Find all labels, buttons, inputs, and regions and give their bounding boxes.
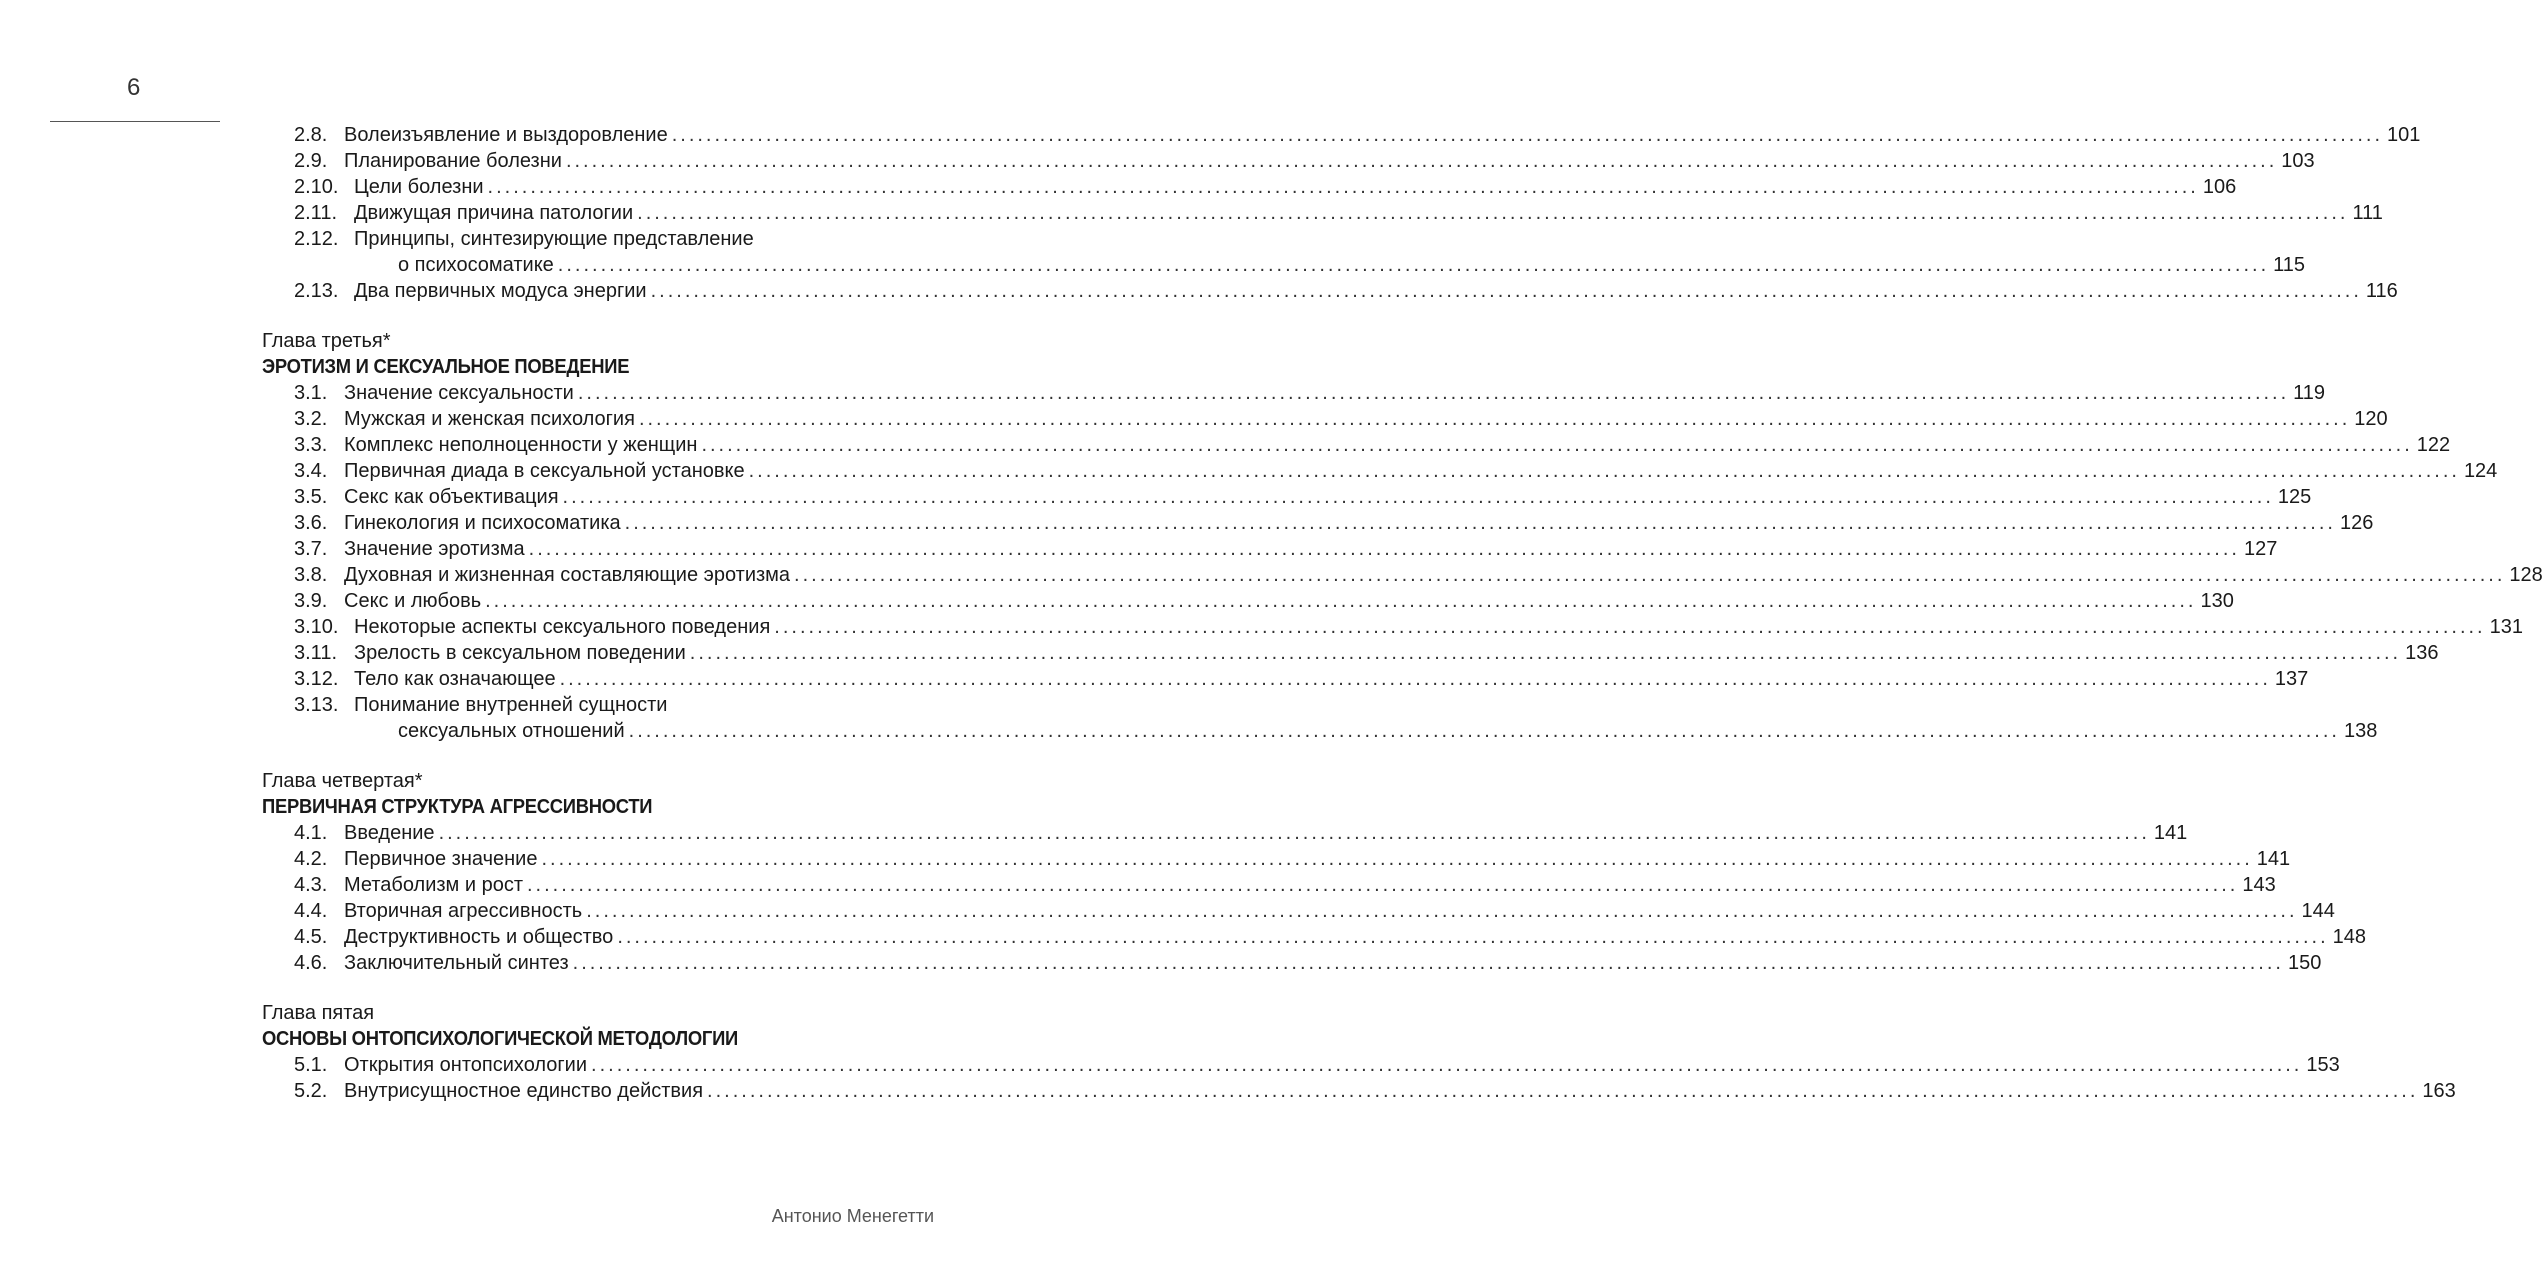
toc-entry-number: 3.1.: [294, 382, 328, 404]
toc-entry-page: 126: [2339, 512, 2374, 534]
toc-entry[interactable]: [262, 692, 2378, 744]
toc-entry[interactable]: [262, 898, 2335, 924]
toc-entry-title: о психосоматике: [398, 254, 554, 276]
dot-leader: ........................................................................................................................................................................................................: [485, 590, 2197, 612]
dot-leader: ........................................................................................................................................................................................................: [559, 668, 2271, 690]
toc-entry-number: 4.6.: [294, 952, 328, 974]
toc-entry-title: Гинекология и психосоматика: [344, 512, 621, 534]
toc-entry[interactable]: [262, 846, 2291, 872]
toc-entry-title: Духовная и жизненная составляющие эротизма: [344, 564, 791, 586]
toc-entry-title: Планирование болезни: [344, 150, 562, 172]
toc-entry-title: Мужская и женская психология: [344, 408, 635, 430]
toc-entry-title: Деструктивность и общество: [344, 926, 614, 948]
toc-entry-number: 4.2.: [294, 848, 328, 870]
dot-leader: ........................................................................................................................................................................................................: [701, 434, 2413, 456]
toc-entry-number: 2.12.: [294, 228, 339, 250]
toc-entry[interactable]: [262, 872, 2276, 898]
toc-entry-title-first-line: Принципы, синтезирующие представление: [354, 228, 754, 250]
toc-entry-title: Значение сексуальности: [344, 382, 574, 404]
toc-entry-page: 144: [2301, 900, 2335, 922]
toc-entry-number: 2.10.: [294, 176, 339, 198]
toc-entry-number: 3.11.: [294, 642, 337, 664]
toc-entry-page: 103: [2281, 150, 2315, 172]
chapter-label: Глава пятая: [262, 1002, 375, 1024]
chapter-title: ПЕРВИЧНАЯ СТРУКТУРА АГРЕССИВНОСТИ: [262, 796, 653, 818]
toc-entry[interactable]: [262, 484, 2312, 510]
footer-author: Антонио Менегетти: [771, 1206, 934, 1226]
toc-entry-page: 101: [2387, 124, 2421, 146]
toc-entry-page: 130: [2200, 590, 2234, 612]
toc-entry-number: 3.7.: [294, 538, 328, 560]
toc-entry[interactable]: [262, 278, 2398, 304]
toc-entry-title: Введение: [344, 822, 435, 844]
toc-entry-number: 5.2.: [294, 1080, 328, 1102]
toc-entry-page: 150: [2287, 952, 2322, 974]
toc-entry-number: 3.13.: [294, 694, 339, 716]
toc-entry-page: 138: [2343, 720, 2378, 742]
toc-entry-number: 3.3.: [294, 434, 328, 456]
toc-entry-page: 153: [2306, 1054, 2340, 1076]
toc-entry-page: 141: [2153, 822, 2188, 844]
toc-entry[interactable]: [262, 406, 2388, 432]
toc-entry-number: 4.1.: [294, 822, 328, 844]
toc-entry-number: 3.12.: [294, 668, 339, 690]
toc-entry-title: Вторичная агрессивность: [344, 900, 583, 922]
toc-entry-title: Открытия онтопсихологии: [344, 1054, 588, 1076]
toc-entry-title-first-line: Понимание внутренней сущности: [354, 694, 668, 716]
toc-entry-number: 4.3.: [294, 874, 328, 896]
toc-entry-page: 136: [2405, 642, 2439, 664]
toc-entry[interactable]: [262, 1052, 2340, 1078]
toc-entry[interactable]: [262, 1078, 2456, 1104]
toc-entry-title: Секс как объективация: [344, 486, 559, 508]
toc-entry-number: 3.2.: [294, 408, 328, 430]
toc-entry-title: Первичное значение: [344, 848, 538, 870]
toc-entry-title: Зрелость в сексуальном поведении: [354, 642, 686, 664]
toc-entry-title: Значение эротизма: [344, 538, 525, 560]
toc-entry-number: 4.5.: [294, 926, 328, 948]
toc-entry-title: Тело как означающее: [354, 668, 556, 690]
toc-entry-page: 131: [2489, 616, 2523, 638]
dot-leader: ........................................................................................................................................................................................................: [671, 124, 2384, 146]
toc-entry-title: Цели болезни: [354, 176, 484, 198]
dot-leader: ........................................................................................................................................................................................................: [650, 280, 2362, 302]
table-of-contents: [262, 122, 2543, 1104]
toc-entry-number: 5.1.: [294, 1054, 328, 1076]
toc-entry[interactable]: [262, 432, 2451, 458]
dot-leader: ........................................................................................................................................................................................................: [617, 926, 2329, 948]
toc-entry[interactable]: [262, 562, 2543, 588]
dot-leader: ........................................................................................................................................................................................................: [794, 564, 2506, 586]
dot-leader: ........................................................................................................................................................................................................: [565, 150, 2278, 172]
dot-leader: ........................................................................................................................................................................................................: [438, 822, 2150, 844]
toc-entry-number: 2.8.: [294, 124, 328, 146]
chapter-title: ЭРОТИЗМ И СЕКСУАЛЬНОЕ ПОВЕДЕНИЕ: [262, 356, 630, 378]
toc-entry[interactable]: [262, 950, 2322, 976]
toc-entry-page: 125: [2277, 486, 2312, 508]
toc-entry[interactable]: [262, 148, 2315, 174]
toc-entry-number: 3.5.: [294, 486, 328, 508]
dot-leader: ........................................................................................................................................................................................................: [637, 202, 2349, 224]
toc-entry-page: 106: [2202, 176, 2237, 198]
toc-entry[interactable]: [262, 174, 2237, 200]
dot-leader: ........................................................................................................................................................................................................: [624, 512, 2336, 534]
toc-entry[interactable]: [262, 536, 2278, 562]
toc-entry-page: 124: [2463, 460, 2498, 482]
toc-entry-page: 128: [2509, 564, 2543, 586]
dot-leader: ........................................................................................................................................................................................................: [591, 1054, 2303, 1076]
dot-leader: ........................................................................................................................................................................................................: [586, 900, 2298, 922]
toc-entry-title: Волеизъявление и выздоровление: [344, 124, 668, 146]
toc-entry-number: 2.11.: [294, 202, 337, 224]
dot-leader: ........................................................................................................................................................................................................: [628, 720, 2340, 742]
toc-entry-number: 2.9.: [294, 150, 328, 172]
toc-entry-number: 3.8.: [294, 564, 328, 586]
page-number-rule: [50, 121, 220, 122]
dot-leader: ........................................................................................................................................................................................................: [689, 642, 2402, 664]
toc-entry-number: 3.4.: [294, 460, 328, 482]
chapter-title: ОСНОВЫ ОНТОПСИХОЛОГИЧЕСКОЙ МЕТОДОЛОГИИ: [262, 1028, 738, 1050]
toc-entry-page: 137: [2274, 668, 2309, 690]
toc-entry[interactable]: [262, 380, 2326, 406]
dot-leader: ........................................................................................................................................................................................................: [527, 874, 2239, 896]
toc-entry-page: 148: [2332, 926, 2367, 948]
toc-entry-number: 3.9.: [294, 590, 328, 612]
chapter-label: Глава четвертая*: [262, 770, 423, 792]
toc-entry-title: Секс и любовь: [344, 590, 482, 612]
toc-entry-title: Заключительный синтез: [344, 952, 569, 974]
toc-entry-number: 4.4.: [294, 900, 328, 922]
dot-leader: ........................................................................................................................................................................................................: [528, 538, 2240, 560]
dot-leader: ........................................................................................................................................................................................................: [557, 254, 2270, 276]
toc-entry-title: Первичная диада в сексуальной установке: [344, 460, 745, 482]
toc-entry-page: 119: [2293, 382, 2326, 404]
toc-entry[interactable]: [262, 820, 2188, 846]
toc-entry[interactable]: [262, 200, 2383, 226]
toc-entry-title: Движущая причина патологии: [354, 202, 634, 224]
toc-entry-title: Некоторые аспекты сексуального поведения: [354, 616, 771, 638]
toc-entry[interactable]: [262, 614, 2523, 640]
toc-entry[interactable]: [262, 458, 2498, 484]
dot-leader: ........................................................................................................................................................................................................: [562, 486, 2274, 508]
toc-entry[interactable]: [262, 924, 2367, 950]
chapter-label: Глава третья*: [262, 330, 391, 352]
toc-entry-number: 3.10.: [294, 616, 339, 638]
toc-entry-page: 143: [2242, 874, 2276, 896]
toc-entry-page: 116: [2365, 280, 2398, 302]
toc-entry[interactable]: [262, 510, 2374, 536]
page-number: 6: [127, 74, 141, 101]
toc-entry-number: 2.13.: [294, 280, 339, 302]
toc-entry[interactable]: [262, 640, 2439, 666]
toc-entry-page: 120: [2354, 408, 2388, 430]
toc-entry-number: 3.6.: [294, 512, 328, 534]
toc-entry-title: Метаболизм и рост: [344, 874, 523, 896]
toc-entry[interactable]: [262, 122, 2421, 148]
toc-entry-page: 115: [2273, 254, 2306, 276]
dot-leader: ........................................................................................................................................................................................................: [572, 952, 2284, 974]
toc-entry-title: Два первичных модуса энергии: [354, 280, 647, 302]
dot-leader: ........................................................................................................................................................................................................: [638, 408, 2351, 430]
toc-entry-title: сексуальных отношений: [398, 720, 625, 742]
dot-leader: ........................................................................................................................................................................................................: [748, 460, 2460, 482]
dot-leader: ........................................................................................................................................................................................................: [774, 616, 2486, 638]
toc-entry-page: 141: [2256, 848, 2291, 870]
toc-entry-page: 127: [2243, 538, 2278, 560]
toc-entry[interactable]: [262, 666, 2309, 692]
toc-entry-title: Внутрисущностное единство действия: [344, 1080, 704, 1102]
toc-entry[interactable]: [262, 226, 2306, 278]
dot-leader: ........................................................................................................................................................................................................: [707, 1080, 2419, 1102]
toc-entry-page: 122: [2416, 434, 2451, 456]
toc-entry-page: 163: [2422, 1080, 2456, 1102]
dot-leader: ........................................................................................................................................................................................................: [541, 848, 2253, 870]
toc-entry-title: Комплекс неполноценности у женщин: [344, 434, 698, 456]
toc-entry-page: 111: [2352, 202, 2383, 224]
dot-leader: ........................................................................................................................................................................................................: [577, 382, 2290, 404]
toc-entry[interactable]: [262, 588, 2234, 614]
dot-leader: ........................................................................................................................................................................................................: [487, 176, 2199, 198]
